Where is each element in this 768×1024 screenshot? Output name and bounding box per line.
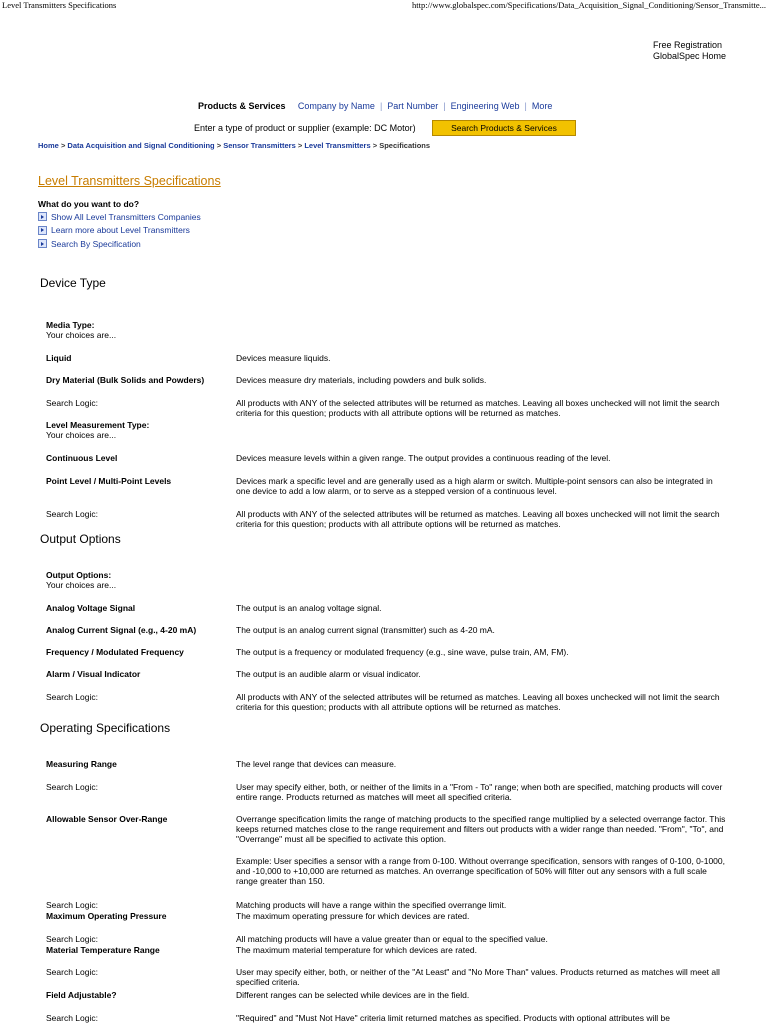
search-logic-label: Search Logic: [46, 900, 98, 910]
search-logic-label: Search Logic: [46, 398, 98, 408]
action-list [38, 210, 201, 251]
section-output-options: Output Options [40, 532, 121, 546]
tab-engineering-web[interactable]: Engineering Web [450, 101, 520, 111]
choices-text: Your choices are... [46, 330, 117, 340]
search-logic-label: Search Logic: [46, 1013, 98, 1023]
search-logic-desc: User may specify either, both, or neither of the limits in a "From - To" range; when both are specified, matching products will cover entire range. Products returned as matches will meet all specified criteria. [236, 782, 723, 802]
option-desc: Devices measure liquids. [236, 353, 331, 363]
media-type-title: Media Type: [46, 320, 95, 330]
nav-divider: | [443, 101, 446, 111]
print-url: http://www.globalspec.com/Specifications/Data_Acquisition_Signal_Conditioning/Sensor_Transmitte... [412, 0, 766, 10]
search-logic-label: Search Logic: [46, 967, 98, 977]
search-logic-desc: All products with ANY of the selected attributes will be returned as matches. Leaving all boxes unchecked will not limit the search criteria for this question; products with all attribute options will be returned as matches. [236, 692, 720, 712]
spec-desc: Overrange specification limits the range of matching products to the specified range multiplied by a selected overrange factor. This keeps returned matches close to the range requirement and filters out products with a wider range than needed. "From", "To", and "Overrange" must all be specified to activate this option. [236, 814, 726, 844]
what-do-heading: What do you want to do? [38, 199, 140, 209]
spec-desc: The level range that devices can measure. [236, 759, 397, 769]
option-desc: Devices mark a specific level and are generally used as a high alarm or switch. Multiple-point sensors can also be integrated in one device to add a low alarm, or to serve as a stepped version of a continuous level. [236, 476, 713, 496]
option-liquid[interactable]: Liquid [46, 353, 72, 363]
top-links [653, 40, 726, 62]
tab-more[interactable]: More [531, 101, 553, 111]
option-analog-voltage[interactable]: Analog Voltage Signal [46, 603, 136, 613]
choices-text: Your choices are... [46, 430, 117, 440]
breadcrumb-separator: > [60, 141, 66, 150]
breadcrumb-home[interactable]: Home [38, 141, 59, 150]
main-nav [198, 101, 552, 111]
nav-divider: | [290, 101, 293, 111]
search-logic-label: Search Logic: [46, 692, 98, 702]
option-analog-current[interactable]: Analog Current Signal (e.g., 4-20 mA) [46, 625, 197, 635]
free-registration-link[interactable]: Free Registration [652, 40, 722, 50]
option-desc: The output is an audible alarm or visual indicator. [236, 669, 421, 679]
arrow-bullet-icon [38, 212, 47, 221]
search-logic-desc: "Required" and "Must Not Have" criteria limit returned matches as specified. Products with optional attributes will be [236, 1013, 670, 1023]
tab-products-services[interactable]: Products & Services [198, 101, 286, 111]
search-logic-desc: Matching products will have a range within the specified overrange limit. [236, 900, 507, 910]
spec-field-adjustable[interactable]: Field Adjustable? [46, 990, 117, 1000]
action-label: Learn more about Level Transmitters [51, 225, 190, 236]
nav-divider: | [524, 101, 527, 111]
search-logic-desc: All matching products will have a value greater than or equal to the specified value. [236, 934, 548, 944]
choices-text: Your choices are... [46, 580, 117, 590]
option-frequency[interactable]: Frequency / Modulated Frequency [46, 647, 184, 657]
breadcrumb-separator: > [297, 141, 303, 150]
option-continuous-level[interactable]: Continuous Level [46, 453, 118, 463]
media-type-header [46, 320, 116, 340]
option-desc: The output is an analog voltage signal. [236, 603, 382, 613]
spec-max-pressure[interactable]: Maximum Operating Pressure [46, 911, 167, 921]
option-alarm-visual[interactable]: Alarm / Visual Indicator [46, 669, 141, 679]
tab-company-by-name[interactable]: Company by Name [297, 101, 375, 111]
breadcrumb-separator: > [216, 141, 222, 150]
option-desc: Devices measure levels within a given range. The output provides a continuous reading of the level. [236, 453, 611, 463]
spec-example: Example: User specifies a sensor with a range from 0-100. Without overrange specification, sensors with ranges of 0-100, 0-1000, and -10,000 to +10,000 are returned as matches. An overrange specification of 50% will filter out any sensors with a full scale range greater than 150. [236, 856, 725, 886]
spec-desc: The maximum material temperature for which devices are rated. [236, 945, 477, 955]
spec-over-range[interactable]: Allowable Sensor Over-Range [46, 814, 168, 824]
search-logic-label: Search Logic: [46, 509, 98, 519]
action-learn-more[interactable] [38, 224, 201, 238]
action-show-companies[interactable] [38, 210, 201, 224]
search-logic-desc: User may specify either, both, or neither of the "At Least" and "No More Than" values. Products returned as matches will meet all specified criteria. [236, 967, 720, 987]
search-logic-label: Search Logic: [46, 934, 98, 944]
option-point-level[interactable]: Point Level / Multi-Point Levels [46, 476, 172, 486]
breadcrumb-data-acquisition[interactable]: Data Acquisition and Signal Conditioning [67, 141, 215, 150]
option-desc: The output is an analog current signal (transmitter) such as 4-20 mA. [236, 625, 495, 635]
action-search-by-spec[interactable] [38, 237, 201, 251]
section-device-type: Device Type [40, 276, 106, 290]
breadcrumb-sensor-transmitters[interactable]: Sensor Transmitters [223, 141, 296, 150]
spec-desc: The maximum operating pressure for which devices are rated. [236, 911, 470, 921]
option-desc: Devices measure dry materials, including powders and bulk solids. [236, 375, 487, 385]
spec-desc: Different ranges can be selected while devices are in the field. [236, 990, 470, 1000]
arrow-bullet-icon [38, 226, 47, 235]
option-desc: The output is a frequency or modulated frequency (e.g., sine wave, pulse train, AM, FM). [236, 647, 569, 657]
spec-measuring-range[interactable]: Measuring Range [46, 759, 117, 769]
globalspec-home-link[interactable]: GlobalSpec Home [652, 51, 726, 61]
level-type-title: Level Measurement Type: [46, 420, 150, 430]
page-title[interactable]: Level Transmitters Specifications [38, 174, 221, 188]
breadcrumb [38, 141, 430, 150]
spec-material-temp[interactable]: Material Temperature Range [46, 945, 160, 955]
action-label: Show All Level Transmitters Companies [51, 211, 201, 222]
search-label: Enter a type of product or supplier (example: DC Motor) [194, 123, 416, 133]
action-label: Search By Specification [51, 238, 141, 249]
section-operating-specs: Operating Specifications [40, 721, 171, 735]
breadcrumb-separator: > [372, 141, 378, 150]
output-options-title: Output Options: [46, 570, 112, 580]
search-logic-label: Search Logic: [46, 782, 98, 792]
search-logic-desc: All products with ANY of the selected attributes will be returned as matches. Leaving all boxes unchecked will not limit the search criteria for this question; products with all attribute options will be returned as matches. [236, 509, 720, 529]
nav-divider: | [379, 101, 383, 111]
level-type-header [46, 420, 149, 440]
breadcrumb-current: Specifications [379, 141, 431, 150]
arrow-bullet-icon [38, 239, 47, 248]
print-title: Level Transmitters Specifications [2, 0, 117, 10]
tab-part-number[interactable]: Part Number [387, 101, 439, 111]
output-options-header [46, 570, 116, 590]
option-dry-material[interactable]: Dry Material (Bulk Solids and Powders) [46, 375, 205, 385]
breadcrumb-level-transmitters[interactable]: Level Transmitters [304, 141, 371, 150]
search-products-button[interactable]: Search Products & Services [432, 120, 576, 136]
search-logic-desc: All products with ANY of the selected attributes will be returned as matches. Leaving all boxes unchecked will not limit the search criteria for this question; products with all attribute options will be returned as matches. [236, 398, 720, 418]
